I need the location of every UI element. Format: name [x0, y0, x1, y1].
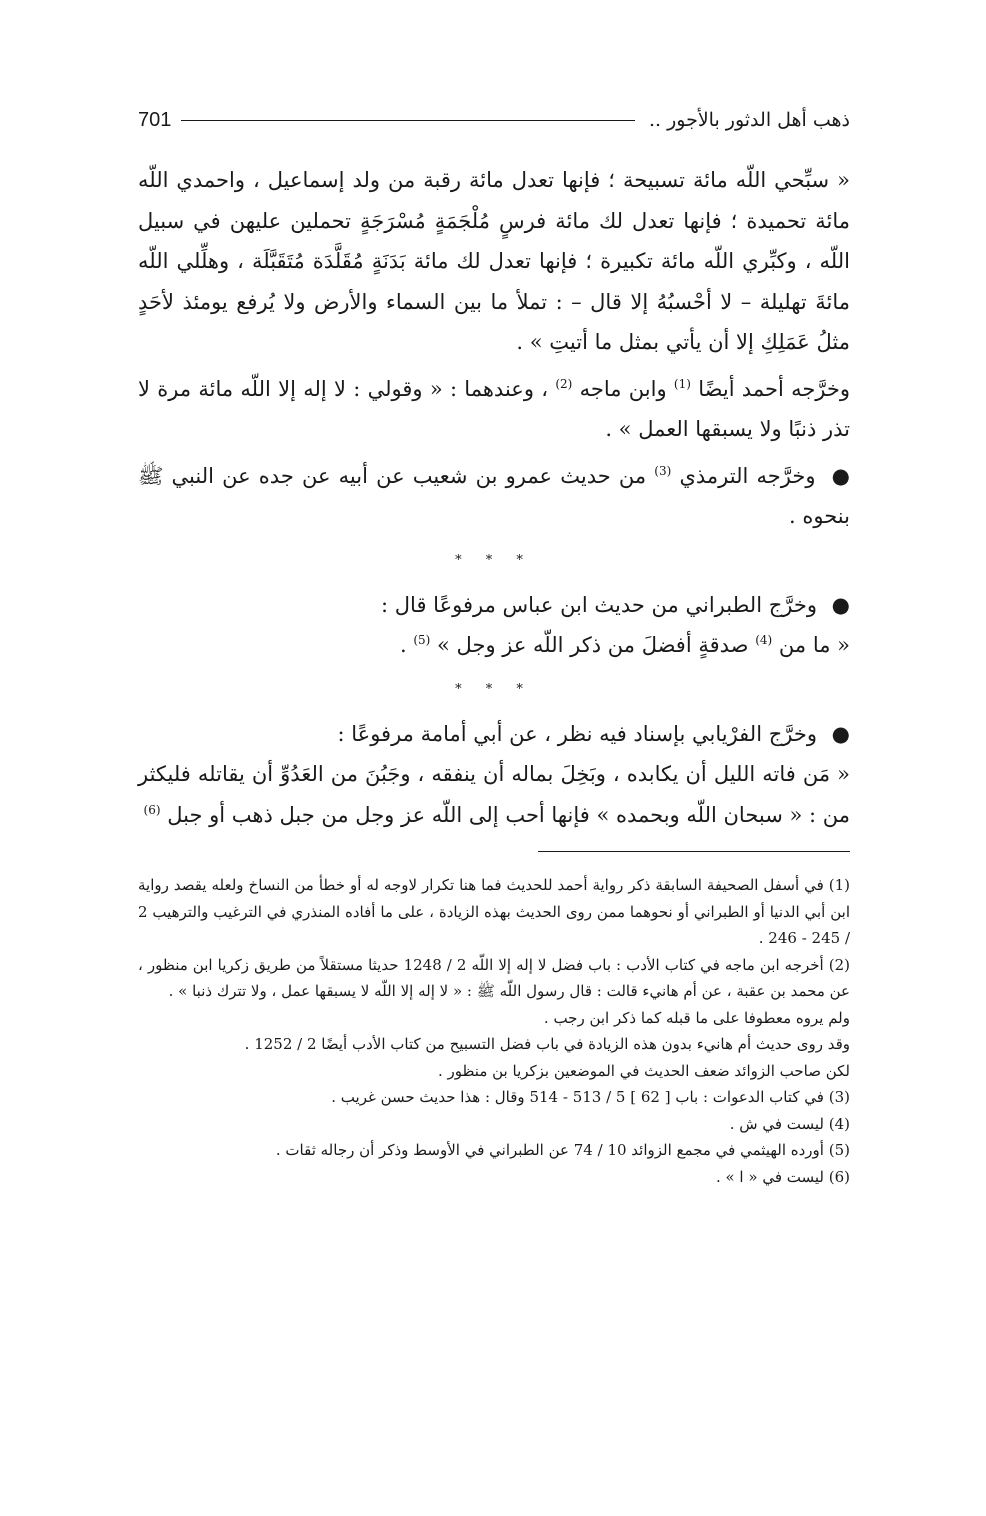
paragraph-tirmidhi: [138, 456, 850, 537]
footnote-5: (5) أورده الهيثمي في مجمع الزوائد 10 / 74 عن الطبراني في الأوسط وذكر أن رجاله ثقات .: [275, 1141, 850, 1159]
text-segment: « مَن فاته الليل أن يكابده ، وبَخِلَ بماله أن ينفقه ، وجَبُنَ من العَدُوِّ أن يقاتله فليكثر من : « سبحان اللّه وبحمده » فإنها أحب إلى اللّه عز وجل من جبل ذهب أو جبل: [138, 762, 850, 827]
footnote-ref-3[interactable]: (3): [654, 463, 672, 478]
footnote-ref-6[interactable]: (6): [143, 802, 161, 817]
text-segment: صدقةٍ أفضلَ من ذكر اللّه عز وجل »: [437, 633, 749, 657]
text-segment: .: [399, 633, 407, 657]
text-segment: وخرَّج الفرْيابي بإسناد فيه نظر ، عن أبي أمامة مرفوعًا :: [337, 721, 817, 746]
footnote-ref-5[interactable]: (5): [413, 633, 431, 647]
footnote-1: (1) في أسفل الصحيفة السابقة ذكر رواية أحمد للحديث فما هنا تكرار لاوجه له أو خطأ من النساخ ولعله يقصد رواية ابن أبي الدنيا أو الطبراني أو نحوهما ممن روى الحديث بهذه الزيادة ، على ما أفاده المنذري في الترغيب والترهيب 2 / 245 - 246 .: [138, 876, 850, 947]
footnote-ref-1[interactable]: (1): [673, 376, 691, 391]
footnote-2-continued-b: وقد روى حديث أم هانيء بدون هذه الزيادة في باب فضل التسبيح من كتاب الأدب أيضًا 2 / 1252 .: [244, 1035, 850, 1053]
running-title: ذهب أهل الدثور بالأجور ..: [648, 109, 850, 131]
text-segment: من حديث عمرو بن شعيب عن أبيه عن جده عن النبي ﷺ بنحوه .: [138, 463, 850, 528]
text-segment: وخرَّجه أحمد أيضًا: [698, 376, 851, 401]
paragraph-firyabi: [138, 714, 850, 755]
header-rule: [181, 120, 635, 121]
paragraph-hadith-tasbih: « سبِّحي اللّه مائة تسبيحة ؛ فإنها تعدل مائة رقبة من ولد إسماعيل ، واحمدي اللّه مائة تحميدة ؛ فإنها تعدل لك مائة فرسٍ مُلْجَمَةٍ مُسْرَجَةٍ تحملين عليهن في سبيل اللّه ، وكبِّري اللّه مائة تكبيرة ؛ فإنها تعدل لك مائة بَدَنَةٍ مُقَلَّدَة مُتَقَبَّلَة ، وهلِّلي اللّه مائةَ تهليلة – لا أحْسبُهُ إلا قال – : تملأ ما بين السماء والأرض ولا يُرفع يومئذ لأحَدٍ مثلُ عَمَلِكِ إلا أن يأتي بمثل ما أتيتِ » .: [138, 168, 850, 354]
section-divider-stars: * * *: [455, 552, 533, 568]
paragraph-tabarani: [138, 585, 850, 626]
bullet-icon: ●: [831, 592, 850, 617]
bullet-icon: ●: [831, 463, 850, 488]
paragraph-ahmad-ibn-majah: [138, 369, 850, 450]
section-divider-stars-2: * * *: [455, 681, 533, 697]
paragraph-abu-umama-hadith: [138, 754, 850, 835]
footnotes: [138, 872, 850, 1190]
text-segment: ، وعندهما : « وقولي : لا إله إلا اللّه مائة مرة لا تذر ذنبًا ولا يسبقها العمل » .: [138, 376, 850, 441]
footnote-3: (3) في كتاب الدعوات : باب [ 62 ] 5 / 513 - 514 وقال : هذا حديث حسن غريب .: [331, 1088, 850, 1106]
bullet-icon: ●: [831, 721, 850, 746]
footnote-2-continued-c: لكن صاحب الزوائد ضعف الحديث في الموضعين بزكريا بن منظور .: [437, 1061, 850, 1080]
text-segment: وخرَّجه الترمذي: [679, 463, 816, 488]
footnote-4: (4) ليست في ش .: [729, 1114, 850, 1133]
page-header: [138, 100, 850, 140]
footnote-2-continued-a: ولم يروه معطوفا على ما قبله كما ذكر ابن رجب .: [543, 1008, 850, 1027]
footnote-6: (6) ليست في « ا » .: [715, 1167, 850, 1186]
page-number: 701: [138, 108, 172, 131]
text-segment: وخرَّج الطبراني من حديث ابن عباس مرفوعًا قال :: [381, 592, 817, 617]
book-page: [138, 100, 850, 1190]
text-segment: وابن ماجه: [579, 376, 667, 401]
main-text: [138, 160, 850, 835]
footnote-ref-2[interactable]: (2): [555, 376, 573, 391]
footnote-2: (2) أخرجه ابن ماجه في كتاب الأدب : باب فضل لا إله إلا اللّه 2 / 1248 حديثا مستقلاً من طريق زكريا ابن منظور ، عن محمد بن عقبة ، عن أم هانيء قالت : قال رسول اللّه ﷺ : « لا إله إلا اللّه لا يسبقها عمل ، ولا تترك ذنبا » .: [138, 955, 851, 1000]
footnote-separator: [538, 851, 850, 852]
text-segment: « ما من: [778, 633, 850, 657]
paragraph-sadaqa-hadith: [138, 625, 850, 666]
footnote-ref-4[interactable]: (4): [755, 633, 773, 647]
